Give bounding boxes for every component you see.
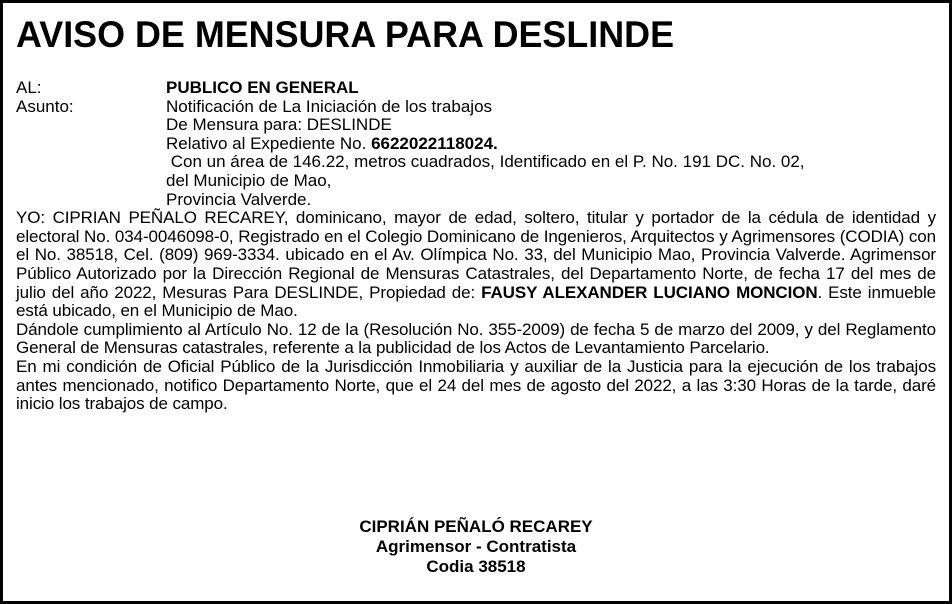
signature-role: Agrimensor - Contratista (375, 537, 577, 556)
signature-name: CIPRIÁN PEÑALÓ RECAREY (359, 517, 593, 536)
subject-line-1: Notificación de La Iniciación de los trabajos (166, 96, 493, 116)
expediente-line (16, 135, 936, 154)
province-line: Provincia Valverde. (166, 189, 312, 209)
signature-block (3, 517, 949, 577)
notice-header (16, 79, 936, 209)
legal-basis-paragraph: Dándole cumplimiento al Artículo No. 12 de la (Resolución No. 355-2009) de fecha 5 de marzo del 2009, y del Reglamento General de Mensuras catastrales, referente a la publicidad de los Actos de Levantamiento Parcelario. (16, 319, 936, 358)
signature-codia: Codia 38518 (426, 557, 526, 576)
expediente-prefix: Relativo al Expediente No. (166, 133, 372, 153)
notice-title: AVISO DE MENSURA PARA DESLINDE (16, 14, 675, 55)
property-owner: FAUSY ALEXANDER LUCIANO MONCION (481, 282, 818, 302)
recipient-row (16, 79, 936, 98)
area-line: Con un área de 146.22, metros cuadrados, Identificado en el P. No. 191 DC. No. 02, (166, 152, 805, 172)
expediente-number: 6622022118024. (371, 133, 498, 153)
property-location: . Este inmueble está ubicado, en el Municipio de Mao. (16, 282, 936, 321)
schedule-paragraph: En mi condición de Oficial Público de la Jurisdicción Inmobiliaria y auxiliar de la Justicia para la ejecución de los trabajos antes mencionado, notifico Departamento Norte, que el 24 del mes de agosto del 2022, a las 3:30 Horas de la tarde, daré inicio los trabajos de campo. (16, 356, 936, 414)
recipient-label: AL: (16, 78, 42, 97)
surveyor-paragraph (16, 209, 936, 321)
subject-row (16, 98, 936, 117)
subject-label: Asunto: (16, 96, 74, 116)
municipality-line: del Municipio de Mao, (166, 170, 332, 190)
recipient-value: PUBLICO EN GENERAL (166, 78, 359, 97)
notice-body (16, 209, 936, 414)
surveyor-details: YO: CIPRIAN PEÑALO RECAREY, dominicano, mayor de edad, soltero, titular y portador de la cédula de identidad y electoral No. 034-0046098-0, Registrado en el Colegio Dominicano de Ingenieros, Arquitectos y Agrimensores (CODIA) con el No. 38518, Cel. (809) 969-3334. ubicado en el Av. Olímpica No. 33, del Municipio Mao, Provincia Valverde. Agrimensor Público Autorizado por la Dirección Regional de Mensuras Catastrales, del Departamento Norte, de fecha 17 del mes de julio del año 2022, Mesuras Para DESLINDE, Propiedad de: (16, 208, 936, 302)
subject-line-2: De Mensura para: DESLINDE (166, 115, 392, 135)
